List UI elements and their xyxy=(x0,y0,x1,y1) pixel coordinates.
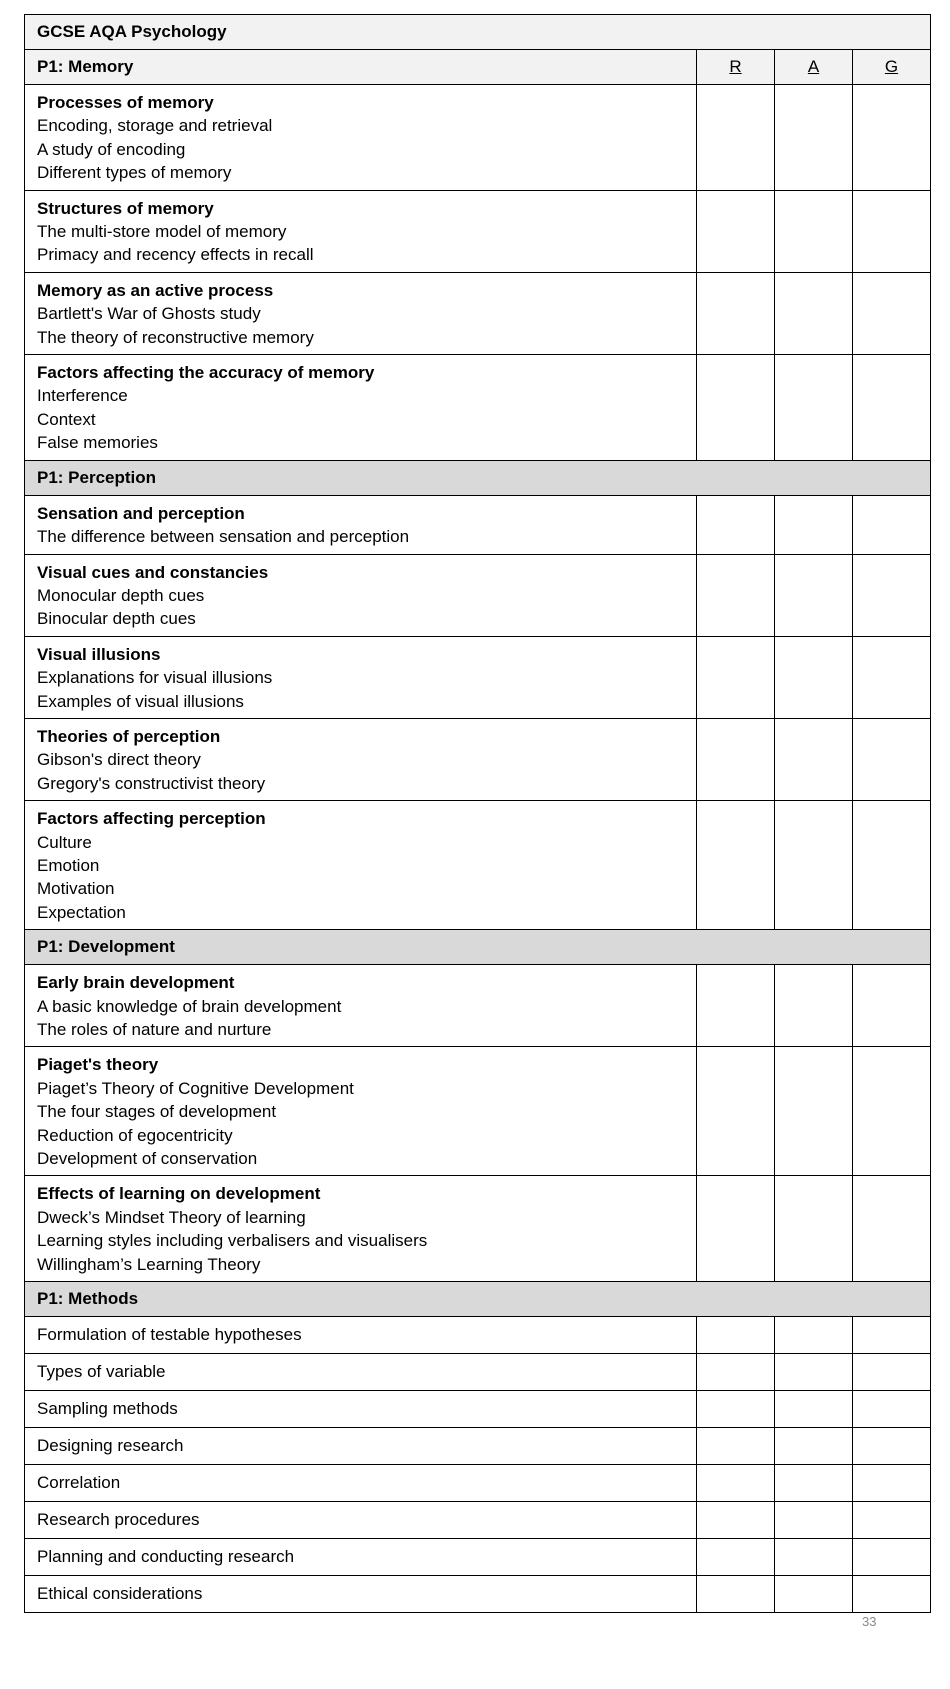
topic-cell xyxy=(25,1176,697,1282)
method-item: Designing research xyxy=(25,1428,697,1465)
rag-cell-green[interactable] xyxy=(853,272,931,354)
rag-cell-green[interactable] xyxy=(853,1047,931,1176)
rag-cell-green[interactable] xyxy=(853,1502,931,1539)
topic-subpoint: Encoding, storage and retrieval xyxy=(37,116,273,136)
rag-cell-amber[interactable] xyxy=(775,1576,853,1613)
section-heading-p1-perception: P1: Perception xyxy=(25,460,931,495)
topic-row xyxy=(25,1354,931,1391)
topic-row xyxy=(25,1317,931,1354)
topic-subpoint: Piaget’s Theory of Cognitive Development xyxy=(37,1078,354,1098)
topic-title: Processes of memory xyxy=(37,93,214,112)
topic-subpoint: The difference between sensation and perception xyxy=(37,527,410,547)
topic-subpoint: Interference xyxy=(37,386,128,406)
topic-cell xyxy=(25,495,697,554)
page-number: 33 xyxy=(862,1614,877,1629)
rag-header-r xyxy=(697,50,775,85)
section-row xyxy=(25,930,931,965)
section-row xyxy=(25,1282,931,1317)
topic-row xyxy=(25,801,931,930)
rag-cell-red[interactable] xyxy=(697,495,775,554)
rag-checklist-table xyxy=(24,14,931,1613)
topic-row xyxy=(25,1391,931,1428)
topic-subpoint: The four stages of development xyxy=(37,1102,277,1122)
topic-title: Theories of perception xyxy=(37,726,221,746)
topic-subpoint: Expectation xyxy=(37,902,126,922)
topic-subpoint: Dweck’s Mindset Theory of learning xyxy=(37,1207,306,1227)
rag-cell-amber[interactable] xyxy=(775,1428,853,1465)
rag-cell-green[interactable] xyxy=(853,554,931,636)
topic-title: Sensation and perception xyxy=(37,503,245,523)
rag-cell-red[interactable] xyxy=(697,1391,775,1428)
rag-cell-amber[interactable] xyxy=(775,554,853,636)
topic-row xyxy=(25,1428,931,1465)
rag-cell-green[interactable] xyxy=(853,718,931,800)
rag-cell-green[interactable] xyxy=(853,636,931,718)
topic-subpoint: Motivation xyxy=(37,879,115,899)
rag-cell-red[interactable] xyxy=(697,801,775,930)
topic-subpoint: Primacy and recency effects in recall xyxy=(37,245,314,265)
rag-cell-green[interactable] xyxy=(853,801,931,930)
rag-cell-green[interactable] xyxy=(853,1428,931,1465)
rag-cell-red[interactable] xyxy=(697,1428,775,1465)
rag-cell-green[interactable] xyxy=(853,495,931,554)
topic-row xyxy=(25,554,931,636)
rag-cell-amber[interactable] xyxy=(775,1354,853,1391)
rag-cell-red[interactable] xyxy=(697,1176,775,1282)
topic-subpoint: A study of encoding xyxy=(37,139,186,159)
rag-cell-amber[interactable] xyxy=(775,1047,853,1176)
section-heading-p1-memory: P1: Memory xyxy=(25,50,697,85)
topic-subpoint: The multi-store model of memory xyxy=(37,222,287,242)
rag-cell-amber[interactable] xyxy=(775,495,853,554)
topic-cell xyxy=(25,636,697,718)
topic-subpoint: Reduction of egocentricity xyxy=(37,1125,233,1145)
topic-row xyxy=(25,965,931,1047)
topic-cell xyxy=(25,85,697,191)
section-row xyxy=(25,460,931,495)
rag-cell-red[interactable] xyxy=(697,1317,775,1354)
rag-cell-amber[interactable] xyxy=(775,1391,853,1428)
rag-cell-amber[interactable] xyxy=(775,1539,853,1576)
topic-subpoint: Learning styles including verbalisers and visualisers xyxy=(37,1231,428,1251)
rag-cell-red[interactable] xyxy=(697,190,775,272)
rag-cell-red[interactable] xyxy=(697,1576,775,1613)
method-item: Correlation xyxy=(25,1465,697,1502)
method-item: Sampling methods xyxy=(25,1391,697,1428)
topic-title: Structures of memory xyxy=(37,198,214,218)
rag-cell-green[interactable] xyxy=(853,1176,931,1282)
topic-cell xyxy=(25,718,697,800)
rag-cell-green[interactable] xyxy=(853,1354,931,1391)
rag-cell-red[interactable] xyxy=(697,1502,775,1539)
topic-subpoint: A basic knowledge of brain development xyxy=(37,996,342,1016)
rag-cell-green[interactable] xyxy=(853,85,931,191)
topic-row xyxy=(25,1502,931,1539)
rag-cell-green[interactable] xyxy=(853,1576,931,1613)
topic-cell xyxy=(25,801,697,930)
topic-title: Memory as an active process xyxy=(37,280,274,300)
rag-header-label: R xyxy=(729,57,742,77)
section-row xyxy=(25,50,931,85)
topic-cell xyxy=(25,1047,697,1176)
section-heading-p1-development: P1: Development xyxy=(25,930,931,965)
rag-cell-green[interactable] xyxy=(853,965,931,1047)
document-title: GCSE AQA Psychology xyxy=(25,15,931,50)
rag-header-label: G xyxy=(884,57,899,77)
topic-title: Visual illusions xyxy=(37,644,161,664)
topic-subpoint: Emotion xyxy=(37,855,100,875)
method-item: Planning and conducting research xyxy=(25,1539,697,1576)
topic-row xyxy=(25,1539,931,1576)
topic-subpoint: Bartlett's War of Ghosts study xyxy=(37,304,261,324)
topic-row xyxy=(25,1465,931,1502)
topic-row xyxy=(25,272,931,354)
topic-row xyxy=(25,718,931,800)
rag-cell-red[interactable] xyxy=(697,1354,775,1391)
rag-cell-red[interactable] xyxy=(697,636,775,718)
topic-row xyxy=(25,495,931,554)
topic-title: Factors affecting the accuracy of memory xyxy=(37,363,375,383)
rag-cell-amber[interactable] xyxy=(775,190,853,272)
rag-cell-amber[interactable] xyxy=(775,1317,853,1354)
topic-cell xyxy=(25,554,697,636)
topic-subpoint: Explanations for visual illusions xyxy=(37,668,273,688)
title-row xyxy=(25,15,931,50)
method-item: Research procedures xyxy=(25,1502,697,1539)
rag-cell-red[interactable] xyxy=(697,85,775,191)
topic-cell xyxy=(25,965,697,1047)
topic-subpoint: Culture xyxy=(37,832,92,852)
topic-subpoint: Development of conservation xyxy=(37,1149,258,1169)
rag-cell-red[interactable] xyxy=(697,1539,775,1576)
rag-cell-red[interactable] xyxy=(697,1465,775,1502)
topic-row xyxy=(25,1576,931,1613)
rag-header-label: A xyxy=(807,57,820,77)
topic-title: Factors affecting perception xyxy=(37,809,266,829)
topic-subpoint: The theory of reconstructive memory xyxy=(37,327,314,347)
topic-cell xyxy=(25,355,697,461)
rag-cell-red[interactable] xyxy=(697,1047,775,1176)
section-heading-p1-methods: P1: Methods xyxy=(25,1282,931,1317)
rag-cell-red[interactable] xyxy=(697,272,775,354)
topic-subpoint: Gregory's constructivist theory xyxy=(37,773,266,793)
topic-subpoint: Different types of memory xyxy=(37,163,232,183)
topic-cell xyxy=(25,272,697,354)
rag-cell-green[interactable] xyxy=(853,1317,931,1354)
topic-title: Early brain development xyxy=(37,973,235,993)
topic-row xyxy=(25,85,931,191)
rag-cell-amber[interactable] xyxy=(775,718,853,800)
rag-cell-green[interactable] xyxy=(853,1539,931,1576)
rag-cell-red[interactable] xyxy=(697,554,775,636)
rag-header-g xyxy=(853,50,931,85)
rag-cell-amber[interactable] xyxy=(775,636,853,718)
topic-subpoint: False memories xyxy=(37,433,158,453)
topic-subpoint: Gibson's direct theory xyxy=(37,750,201,770)
rag-cell-amber[interactable] xyxy=(775,965,853,1047)
rag-cell-amber[interactable] xyxy=(775,1465,853,1502)
rag-cell-red[interactable] xyxy=(697,355,775,461)
method-item: Formulation of testable hypotheses xyxy=(25,1317,697,1354)
topic-row xyxy=(25,190,931,272)
rag-cell-red[interactable] xyxy=(697,965,775,1047)
rag-cell-green[interactable] xyxy=(853,190,931,272)
rag-cell-green[interactable] xyxy=(853,1465,931,1502)
topic-subpoint: Binocular depth cues xyxy=(37,609,196,629)
topic-subpoint: Context xyxy=(37,409,96,429)
topic-row xyxy=(25,1176,931,1282)
topic-title: Effects of learning on development xyxy=(37,1184,321,1204)
rag-cell-red[interactable] xyxy=(697,718,775,800)
method-item: Ethical considerations xyxy=(25,1576,697,1613)
rag-cell-amber[interactable] xyxy=(775,85,853,191)
topic-row xyxy=(25,355,931,461)
topic-subpoint: Willingham’s Learning Theory xyxy=(37,1254,261,1274)
topic-row xyxy=(25,636,931,718)
topic-title: Piaget's theory xyxy=(37,1055,159,1075)
rag-cell-green[interactable] xyxy=(853,1391,931,1428)
rag-cell-amber[interactable] xyxy=(775,1502,853,1539)
topic-subpoint: Monocular depth cues xyxy=(37,585,205,605)
topic-row xyxy=(25,1047,931,1176)
method-item: Types of variable xyxy=(25,1354,697,1391)
topic-subpoint: Examples of visual illusions xyxy=(37,691,244,711)
rag-header-a xyxy=(775,50,853,85)
rag-cell-green[interactable] xyxy=(853,355,931,461)
topic-subpoint: The roles of nature and nurture xyxy=(37,1020,272,1039)
rag-cell-amber[interactable] xyxy=(775,801,853,930)
topic-cell xyxy=(25,190,697,272)
topic-title: Visual cues and constancies xyxy=(37,562,269,582)
rag-cell-amber[interactable] xyxy=(775,355,853,461)
rag-cell-amber[interactable] xyxy=(775,1176,853,1282)
rag-cell-amber[interactable] xyxy=(775,272,853,354)
